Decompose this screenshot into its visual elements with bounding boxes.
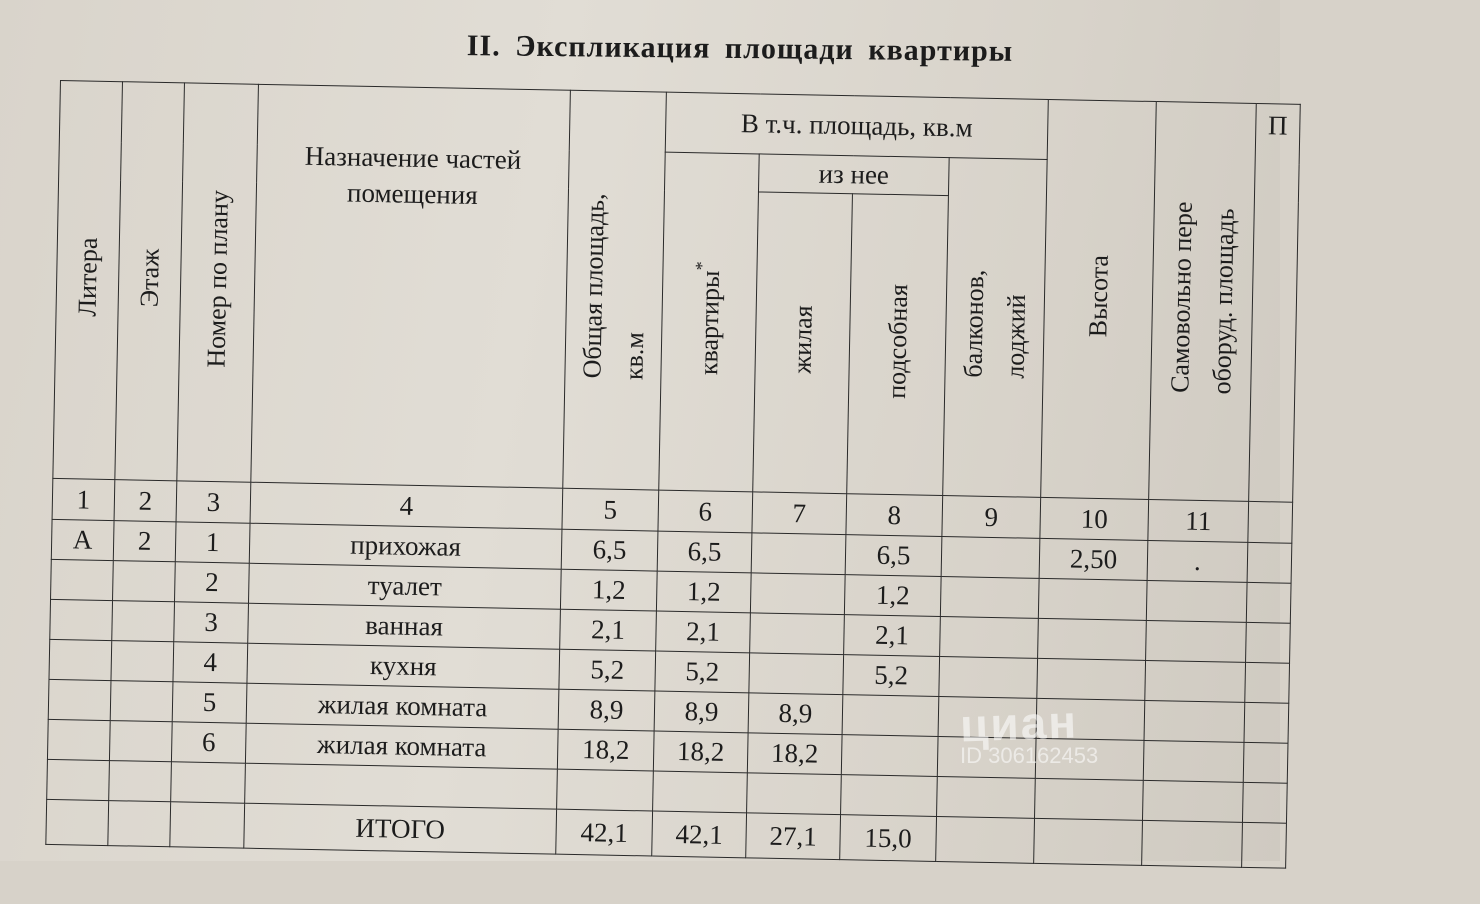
cell-obshaya: 18,2 — [557, 729, 654, 771]
cell-podsobnaya: 6,5 — [845, 535, 942, 577]
header-next-col: П — [1249, 103, 1301, 502]
cell-podsobnaya — [842, 695, 939, 737]
cell-naznachenie: ванная — [248, 603, 561, 649]
cell-nomer: 6 — [171, 722, 246, 763]
cell-vysota — [1038, 618, 1147, 660]
cell-zhilaya — [751, 533, 846, 575]
cell-litera — [48, 679, 111, 720]
cell-zhilaya — [750, 573, 845, 615]
cell-nomer: 5 — [172, 682, 247, 723]
header-naznachenie: Назначение частей помещения — [251, 84, 571, 488]
cell-etazh — [111, 641, 174, 682]
header-nomer: Номер по плану — [177, 83, 259, 482]
cell-extra — [1246, 622, 1291, 663]
header-vysota: Высота — [1041, 99, 1157, 499]
watermark-logo: циан — [959, 695, 1079, 752]
cell-naznachenie: жилая комната — [246, 683, 559, 729]
header-iz-nee: из нее — [758, 154, 949, 196]
column-number-empty — [1248, 501, 1293, 543]
cell-etazh — [110, 681, 173, 722]
header-litera: Литера — [53, 81, 123, 480]
cell-nomer: 3 — [174, 602, 249, 643]
cell-obshaya: 2,1 — [560, 609, 657, 651]
header-podsobnaya: подсобная — [847, 194, 949, 496]
total-zhilaya: 27,1 — [746, 813, 841, 860]
cell-litera — [47, 719, 110, 760]
column-number: 6 — [658, 490, 753, 533]
cell-zhilaya: 18,2 — [747, 733, 842, 775]
column-number: 3 — [176, 481, 251, 523]
title-word-2: площади — [724, 31, 854, 67]
cell-podsobnaya: 5,2 — [843, 655, 940, 697]
cell-litera — [50, 599, 113, 640]
total-label: ИТОГО — [244, 803, 557, 854]
header-balkony: балконов, лоджий — [943, 158, 1047, 498]
header-etazh: Этаж — [115, 82, 185, 481]
column-number: 5 — [562, 488, 659, 531]
cell-podsobnaya: 1,2 — [844, 575, 941, 617]
cell-kvartiry: 2,1 — [656, 611, 751, 653]
watermark-id: ID 306162453 — [960, 743, 1099, 768]
cell-naznachenie: прихожая — [249, 523, 562, 569]
page-title — [0, 24, 1480, 73]
cell-extra — [1245, 662, 1290, 703]
title-word-1: Экспликация — [515, 29, 711, 65]
cell-balkony — [941, 537, 1040, 579]
header-obshaya: Общая площадь, кв.м — [563, 90, 667, 490]
cell-balkony — [939, 656, 1038, 698]
cell-etazh — [112, 601, 175, 642]
cell-obshaya: 8,9 — [558, 689, 655, 731]
cell-nomer: 4 — [173, 642, 248, 683]
cell-etazh: 2 — [113, 521, 176, 562]
cell-extra — [1244, 702, 1289, 743]
cell-balkony — [940, 616, 1039, 658]
column-number: 4 — [250, 482, 563, 529]
cell-samovolno: . — [1147, 540, 1248, 582]
cell-obshaya: 6,5 — [561, 529, 658, 571]
cell-samovolno — [1146, 580, 1247, 622]
cell-extra — [1247, 542, 1292, 583]
total-obshaya: 42,1 — [556, 809, 653, 856]
column-number: 10 — [1040, 497, 1149, 540]
cell-podsobnaya — [841, 735, 938, 777]
cell-litera — [49, 639, 112, 680]
cell-litera — [51, 559, 114, 600]
total-podsobnaya: 15,0 — [840, 815, 937, 862]
cell-vysota: 2,50 — [1039, 538, 1148, 580]
cell-obshaya: 1,2 — [560, 569, 657, 611]
title-word-3: квартиры — [868, 33, 1014, 68]
header-kvartiry: квартиры* — [659, 152, 759, 492]
cell-kvartiry: 5,2 — [655, 651, 750, 693]
cell-podsobnaya: 2,1 — [844, 615, 941, 657]
cell-nomer: 1 — [175, 522, 250, 563]
cell-extra — [1243, 742, 1288, 783]
cell-litera: А — [51, 519, 114, 560]
column-number: 9 — [942, 496, 1041, 539]
cell-kvartiry: 8,9 — [654, 691, 749, 733]
cell-nomer: 2 — [175, 562, 250, 603]
header-zhilaya: жилая — [753, 192, 853, 494]
watermark — [960, 695, 1160, 785]
column-number: 7 — [752, 492, 847, 535]
cell-zhilaya — [750, 613, 845, 655]
column-number: 2 — [114, 480, 177, 522]
cell-extra — [1246, 582, 1291, 623]
cell-zhilaya: 8,9 — [748, 693, 843, 735]
cell-zhilaya — [749, 653, 844, 695]
cell-naznachenie: туалет — [248, 563, 561, 609]
cell-kvartiry: 1,2 — [656, 571, 751, 613]
cell-balkony — [940, 577, 1039, 619]
cell-kvartiry: 18,2 — [653, 731, 748, 773]
header-v-tch: В т.ч. площадь, кв.м — [665, 92, 1048, 159]
cell-vysota — [1038, 578, 1147, 620]
cell-samovolno — [1146, 620, 1247, 662]
title-roman: II. — [466, 29, 501, 63]
cell-obshaya: 5,2 — [559, 649, 656, 691]
header-samovolno: Самовольно пере оборуд. площадь — [1149, 102, 1257, 502]
cell-etazh — [113, 561, 176, 602]
column-number: 8 — [846, 494, 943, 537]
cell-kvartiry: 6,5 — [657, 531, 752, 573]
column-number: 11 — [1148, 499, 1249, 542]
column-number: 1 — [52, 478, 115, 520]
cell-naznachenie: кухня — [247, 643, 560, 689]
cell-etazh — [109, 721, 172, 762]
total-kvartiry: 42,1 — [652, 811, 747, 858]
cell-naznachenie: жилая комната — [245, 723, 558, 769]
